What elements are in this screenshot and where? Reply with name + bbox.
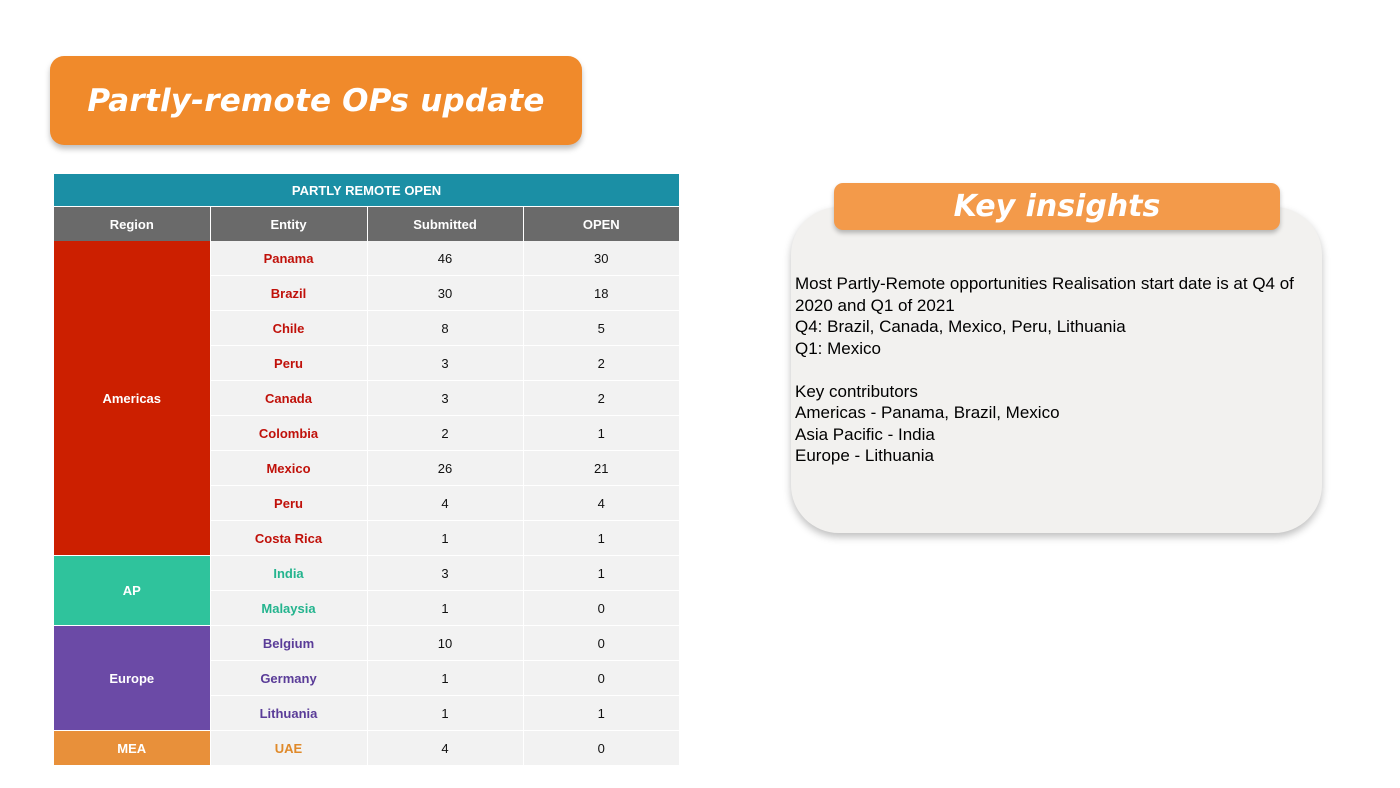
entity-cell: Chile (210, 311, 367, 346)
open-cell: 18 (523, 276, 679, 311)
submitted-cell: 3 (367, 346, 523, 381)
column-header-entity: Entity (210, 207, 367, 242)
entity-cell: India (210, 556, 367, 591)
partly-remote-table (54, 174, 679, 766)
submitted-cell: 3 (367, 381, 523, 416)
title-banner (50, 56, 582, 145)
open-cell: 21 (523, 451, 679, 486)
insights-text (795, 273, 1315, 467)
table-row (54, 626, 679, 661)
insight-line: Asia Pacific - India (795, 424, 935, 444)
table-body (54, 241, 679, 766)
paragraph-gap (795, 359, 1315, 381)
submitted-cell: 46 (367, 241, 523, 276)
submitted-cell: 1 (367, 696, 523, 731)
table-row (54, 556, 679, 591)
submitted-cell: 10 (367, 626, 523, 661)
entity-cell: Belgium (210, 626, 367, 661)
entity-cell: Peru (210, 486, 367, 521)
insights-title: Key insights (953, 189, 1161, 224)
insight-line: Q4: Brazil, Canada, Mexico, Peru, Lithuania (795, 317, 1126, 336)
entity-cell: Costa Rica (210, 521, 367, 556)
entity-cell: Panama (210, 241, 367, 276)
column-header-open: OPEN (523, 207, 679, 242)
submitted-cell: 26 (367, 451, 523, 486)
open-cell: 0 (523, 591, 679, 626)
column-header-submitted: Submitted (367, 207, 523, 242)
insight-line: Q1: Mexico (795, 338, 881, 358)
open-cell: 5 (523, 311, 679, 346)
submitted-cell: 1 (367, 661, 523, 696)
region-cell: MEA (54, 731, 210, 766)
table-row (54, 241, 679, 276)
open-cell: 1 (523, 416, 679, 451)
open-cell: 2 (523, 346, 679, 381)
region-cell: Americas (54, 241, 210, 556)
entity-cell: Malaysia (210, 591, 367, 626)
submitted-cell: 4 (367, 731, 523, 766)
insight-line: Americas - Panama, Brazil, Mexico (795, 403, 1060, 422)
entity-cell: Peru (210, 346, 367, 381)
open-cell: 0 (523, 731, 679, 766)
table-banner: PARTLY REMOTE OPEN (54, 174, 679, 207)
open-cell: 30 (523, 241, 679, 276)
submitted-cell: 4 (367, 486, 523, 521)
insight-line: Most Partly-Remote opportunities Realisation start date is at Q4 of 2020 and Q1 of 2021 (795, 274, 1294, 315)
entity-cell: Brazil (210, 276, 367, 311)
submitted-cell: 2 (367, 416, 523, 451)
open-cell: 4 (523, 486, 679, 521)
table-row (54, 731, 679, 766)
entity-cell: Lithuania (210, 696, 367, 731)
open-cell: 2 (523, 381, 679, 416)
open-cell: 1 (523, 556, 679, 591)
submitted-cell: 1 (367, 591, 523, 626)
submitted-cell: 8 (367, 311, 523, 346)
insight-line: Europe - Lithuania (795, 446, 934, 465)
insights-label (834, 183, 1280, 230)
entity-cell: Germany (210, 661, 367, 696)
submitted-cell: 30 (367, 276, 523, 311)
entity-cell: UAE (210, 731, 367, 766)
submitted-cell: 3 (367, 556, 523, 591)
open-cell: 1 (523, 521, 679, 556)
region-cell: AP (54, 556, 210, 626)
insight-line: Key contributors (795, 381, 918, 401)
entity-cell: Mexico (210, 451, 367, 486)
page-title: Partly-remote OPs update (87, 82, 545, 119)
open-cell: 0 (523, 661, 679, 696)
submitted-cell: 1 (367, 521, 523, 556)
column-header-region: Region (54, 207, 210, 242)
open-cell: 1 (523, 696, 679, 731)
entity-cell: Colombia (210, 416, 367, 451)
region-cell: Europe (54, 626, 210, 731)
entity-cell: Canada (210, 381, 367, 416)
open-cell: 0 (523, 626, 679, 661)
